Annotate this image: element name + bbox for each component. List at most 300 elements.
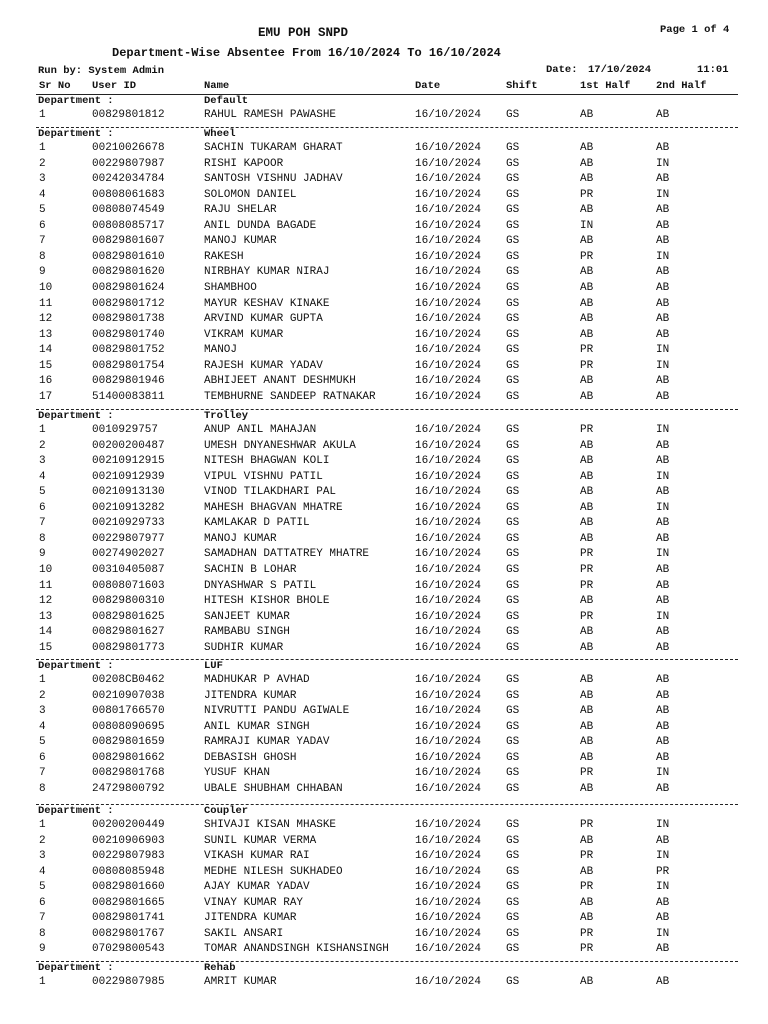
cell-shift: GS bbox=[506, 501, 520, 514]
cell-first-half: AB bbox=[580, 720, 594, 733]
col-header-date: Date bbox=[415, 80, 441, 92]
cell-shift: GS bbox=[506, 375, 520, 388]
cell-name: UBALE SHUBHAM CHHABAN bbox=[204, 782, 343, 795]
cell-name: SUNIL KUMAR VERMA bbox=[204, 834, 317, 847]
cell-name: MANOJ bbox=[204, 344, 238, 357]
cell-first-half: AB bbox=[580, 751, 594, 764]
department-label: Department : bbox=[38, 805, 114, 817]
cell-second-half: AB bbox=[656, 390, 670, 403]
cell-second-half: IN bbox=[656, 501, 670, 514]
cell-user-id: 00829801768 bbox=[92, 767, 165, 780]
cell-shift: GS bbox=[506, 486, 520, 499]
cell-date: 16/10/2024 bbox=[415, 881, 482, 894]
cell-second-half: AB bbox=[656, 266, 670, 279]
cell-shift: GS bbox=[506, 235, 520, 248]
cell-first-half: AB bbox=[580, 204, 594, 217]
cell-user-id: 00210906903 bbox=[92, 834, 165, 847]
cell-name: ANUP ANIL MAHAJAN bbox=[204, 424, 317, 436]
cell-date: 16/10/2024 bbox=[415, 439, 482, 452]
cell-name: SACHIN B LOHAR bbox=[204, 564, 297, 576]
cell-second-half: IN bbox=[656, 470, 670, 483]
cell-shift: GS bbox=[506, 579, 520, 592]
cell-sr-no: 5 bbox=[39, 881, 46, 894]
cell-first-half: AB bbox=[580, 834, 594, 847]
cell-second-half: AB bbox=[656, 375, 670, 388]
col-header-name: Name bbox=[204, 80, 230, 92]
cell-sr-no: 6 bbox=[39, 219, 46, 232]
cell-shift: GS bbox=[506, 896, 520, 909]
cell-second-half: IN bbox=[656, 548, 670, 561]
col-header-1st-half: 1st Half bbox=[580, 80, 631, 92]
cell-date: 16/10/2024 bbox=[415, 532, 482, 545]
section-divider bbox=[36, 409, 738, 410]
cell-date: 16/10/2024 bbox=[415, 674, 482, 686]
cell-name: TOMAR ANANDSINGH KISHANSINGH bbox=[204, 943, 389, 956]
cell-first-half: PR bbox=[580, 850, 594, 863]
cell-sr-no: 7 bbox=[39, 517, 46, 530]
department-name: Default bbox=[204, 95, 249, 107]
cell-second-half: IN bbox=[656, 927, 670, 940]
cell-name: ANIL KUMAR SINGH bbox=[204, 720, 310, 733]
section-divider bbox=[36, 659, 738, 660]
cell-name: VINOD TILAKDHARI PAL bbox=[204, 486, 337, 499]
cell-first-half: AB bbox=[580, 976, 594, 988]
cell-user-id: 00829801812 bbox=[92, 109, 165, 121]
cell-sr-no: 3 bbox=[39, 705, 46, 718]
cell-sr-no: 3 bbox=[39, 455, 46, 468]
cell-user-id: 0010929757 bbox=[92, 424, 159, 436]
section-divider bbox=[36, 127, 738, 128]
cell-date: 16/10/2024 bbox=[415, 297, 482, 310]
cell-sr-no: 8 bbox=[39, 927, 46, 940]
header-divider bbox=[36, 94, 738, 95]
cell-first-half: AB bbox=[580, 689, 594, 702]
department-label: Department : bbox=[38, 660, 114, 672]
cell-date: 16/10/2024 bbox=[415, 579, 482, 592]
cell-sr-no: 5 bbox=[39, 486, 46, 499]
cell-user-id: 00829801752 bbox=[92, 344, 165, 357]
cell-second-half: AB bbox=[656, 439, 670, 452]
cell-shift: GS bbox=[506, 282, 520, 294]
cell-shift: GS bbox=[506, 782, 520, 795]
cell-name: ARVIND KUMAR GUPTA bbox=[204, 313, 323, 326]
cell-sr-no: 7 bbox=[39, 767, 46, 780]
cell-name: SACHIN TUKARAM GHARAT bbox=[204, 142, 343, 154]
cell-sr-no: 4 bbox=[39, 188, 46, 201]
cell-first-half: AB bbox=[580, 297, 594, 310]
cell-second-half: AB bbox=[656, 219, 670, 232]
cell-date: 16/10/2024 bbox=[415, 976, 482, 988]
cell-sr-no: 9 bbox=[39, 266, 46, 279]
cell-shift: GS bbox=[506, 927, 520, 940]
cell-second-half: AB bbox=[656, 736, 670, 749]
cell-sr-no: 2 bbox=[39, 689, 46, 702]
cell-name: RAJU SHELAR bbox=[204, 204, 277, 217]
cell-user-id: 00829801607 bbox=[92, 235, 165, 248]
cell-user-id: 00829800310 bbox=[92, 595, 165, 607]
cell-first-half: AB bbox=[580, 486, 594, 499]
cell-user-id: 00829801625 bbox=[92, 610, 165, 623]
cell-user-id: 00829801659 bbox=[92, 736, 165, 749]
cell-shift: GS bbox=[506, 943, 520, 956]
cell-shift: GS bbox=[506, 736, 520, 749]
cell-second-half: AB bbox=[656, 674, 670, 686]
cell-user-id: 00829801627 bbox=[92, 626, 165, 639]
cell-second-half: IN bbox=[656, 767, 670, 780]
cell-second-half: AB bbox=[656, 564, 670, 576]
cell-date: 16/10/2024 bbox=[415, 705, 482, 718]
cell-date: 16/10/2024 bbox=[415, 548, 482, 561]
cell-shift: GS bbox=[506, 439, 520, 452]
cell-sr-no: 3 bbox=[39, 173, 46, 186]
cell-first-half: AB bbox=[580, 109, 594, 121]
cell-date: 16/10/2024 bbox=[415, 219, 482, 232]
cell-date: 16/10/2024 bbox=[415, 486, 482, 499]
cell-shift: GS bbox=[506, 912, 520, 925]
cell-name: ABHIJEET ANANT DESHMUKH bbox=[204, 375, 356, 388]
cell-first-half: PR bbox=[580, 579, 594, 592]
cell-sr-no: 4 bbox=[39, 470, 46, 483]
cell-first-half: AB bbox=[580, 501, 594, 514]
cell-sr-no: 1 bbox=[39, 424, 46, 436]
cell-first-half: AB bbox=[580, 782, 594, 795]
cell-second-half: AB bbox=[656, 455, 670, 468]
cell-date: 16/10/2024 bbox=[415, 767, 482, 780]
cell-shift: GS bbox=[506, 626, 520, 639]
cell-date: 16/10/2024 bbox=[415, 850, 482, 863]
cell-sr-no: 4 bbox=[39, 865, 46, 878]
cell-second-half: AB bbox=[656, 896, 670, 909]
cell-user-id: 00274902027 bbox=[92, 548, 165, 561]
cell-sr-no: 1 bbox=[39, 976, 46, 988]
cell-shift: GS bbox=[506, 674, 520, 686]
cell-date: 16/10/2024 bbox=[415, 641, 482, 654]
cell-date: 16/10/2024 bbox=[415, 819, 482, 831]
cell-date: 16/10/2024 bbox=[415, 424, 482, 436]
cell-second-half: AB bbox=[656, 282, 670, 294]
cell-name: SAMADHAN DATTATREY MHATRE bbox=[204, 548, 370, 561]
cell-sr-no: 6 bbox=[39, 751, 46, 764]
cell-date: 16/10/2024 bbox=[415, 751, 482, 764]
cell-name: JITENDRA KUMAR bbox=[204, 689, 297, 702]
cell-first-half: AB bbox=[580, 896, 594, 909]
cell-second-half: AB bbox=[656, 313, 670, 326]
cell-date: 16/10/2024 bbox=[415, 375, 482, 388]
cell-sr-no: 13 bbox=[39, 610, 53, 623]
cell-name: HITESH KISHOR BHOLE bbox=[204, 595, 330, 607]
cell-name: DEBASISH GHOSH bbox=[204, 751, 297, 764]
cell-first-half: PR bbox=[580, 767, 594, 780]
cell-first-half: AB bbox=[580, 439, 594, 452]
cell-name: RAMBABU SINGH bbox=[204, 626, 290, 639]
cell-first-half: AB bbox=[580, 157, 594, 170]
col-header-2nd-half: 2nd Half bbox=[656, 80, 707, 92]
cell-shift: GS bbox=[506, 548, 520, 561]
cell-name: RAHUL RAMESH PAWASHE bbox=[204, 109, 337, 121]
cell-shift: GS bbox=[506, 976, 520, 988]
cell-first-half: AB bbox=[580, 282, 594, 294]
cell-name: KAMLAKAR D PATIL bbox=[204, 517, 310, 530]
cell-second-half: AB bbox=[656, 976, 670, 988]
cell-shift: GS bbox=[506, 705, 520, 718]
cell-second-half: IN bbox=[656, 424, 670, 436]
cell-user-id: 00808071603 bbox=[92, 579, 165, 592]
cell-sr-no: 9 bbox=[39, 548, 46, 561]
cell-user-id: 00210913130 bbox=[92, 486, 165, 499]
cell-second-half: PR bbox=[656, 865, 670, 878]
cell-name: RAMRAJI KUMAR YADAV bbox=[204, 736, 330, 749]
section-divider bbox=[36, 961, 738, 962]
cell-sr-no: 11 bbox=[39, 579, 53, 592]
cell-user-id: 07029800543 bbox=[92, 943, 165, 956]
cell-date: 16/10/2024 bbox=[415, 328, 482, 341]
cell-name: JITENDRA KUMAR bbox=[204, 912, 297, 925]
cell-user-id: 00829801741 bbox=[92, 912, 165, 925]
cell-second-half: IN bbox=[656, 850, 670, 863]
cell-shift: GS bbox=[506, 517, 520, 530]
cell-shift: GS bbox=[506, 266, 520, 279]
cell-date: 16/10/2024 bbox=[415, 927, 482, 940]
department-name: Wheel bbox=[204, 128, 236, 140]
cell-name: RAJESH KUMAR YADAV bbox=[204, 359, 323, 372]
cell-sr-no: 12 bbox=[39, 313, 53, 326]
cell-shift: GS bbox=[506, 142, 520, 154]
cell-second-half: AB bbox=[656, 579, 670, 592]
section-divider bbox=[36, 804, 738, 805]
department-label: Department : bbox=[38, 95, 114, 107]
cell-date: 16/10/2024 bbox=[415, 896, 482, 909]
cell-first-half: AB bbox=[580, 470, 594, 483]
cell-first-half: AB bbox=[580, 865, 594, 878]
cell-second-half: AB bbox=[656, 532, 670, 545]
cell-user-id: 00808085717 bbox=[92, 219, 165, 232]
cell-user-id: 00210913282 bbox=[92, 501, 165, 514]
cell-first-half: AB bbox=[580, 736, 594, 749]
cell-user-id: 00829801767 bbox=[92, 927, 165, 940]
cell-shift: GS bbox=[506, 767, 520, 780]
cell-second-half: AB bbox=[656, 328, 670, 341]
col-header-user-id: User ID bbox=[92, 80, 137, 92]
cell-date: 16/10/2024 bbox=[415, 865, 482, 878]
cell-first-half: AB bbox=[580, 626, 594, 639]
cell-date: 16/10/2024 bbox=[415, 250, 482, 263]
cell-date: 16/10/2024 bbox=[415, 720, 482, 733]
cell-name: NIRBHAY KUMAR NIRAJ bbox=[204, 266, 330, 279]
cell-name: NITESH BHAGWAN KOLI bbox=[204, 455, 330, 468]
cell-user-id: 00208CB0462 bbox=[92, 674, 165, 686]
cell-sr-no: 4 bbox=[39, 720, 46, 733]
cell-shift: GS bbox=[506, 424, 520, 436]
cell-user-id: 00829801946 bbox=[92, 375, 165, 388]
cell-user-id: 00229807977 bbox=[92, 532, 165, 545]
cell-user-id: 00829801712 bbox=[92, 297, 165, 310]
report-time: 11:01 bbox=[697, 64, 729, 76]
cell-user-id: 24729800792 bbox=[92, 782, 165, 795]
cell-name: VIKRAM KUMAR bbox=[204, 328, 284, 341]
cell-user-id: 00801766570 bbox=[92, 705, 165, 718]
cell-date: 16/10/2024 bbox=[415, 912, 482, 925]
cell-sr-no: 7 bbox=[39, 235, 46, 248]
cell-first-half: AB bbox=[580, 142, 594, 154]
cell-first-half: PR bbox=[580, 881, 594, 894]
cell-second-half: IN bbox=[656, 819, 670, 831]
cell-sr-no: 11 bbox=[39, 297, 53, 310]
cell-first-half: PR bbox=[580, 344, 594, 357]
cell-user-id: 00808061683 bbox=[92, 188, 165, 201]
cell-shift: GS bbox=[506, 313, 520, 326]
cell-sr-no: 17 bbox=[39, 390, 53, 403]
cell-second-half: AB bbox=[656, 173, 670, 186]
cell-date: 16/10/2024 bbox=[415, 610, 482, 623]
cell-first-half: AB bbox=[580, 674, 594, 686]
cell-sr-no: 3 bbox=[39, 850, 46, 863]
cell-first-half: PR bbox=[580, 819, 594, 831]
cell-user-id: 00808074549 bbox=[92, 204, 165, 217]
cell-second-half: AB bbox=[656, 142, 670, 154]
cell-shift: GS bbox=[506, 595, 520, 607]
cell-second-half: IN bbox=[656, 188, 670, 201]
cell-first-half: AB bbox=[580, 375, 594, 388]
cell-date: 16/10/2024 bbox=[415, 626, 482, 639]
cell-first-half: AB bbox=[580, 455, 594, 468]
cell-sr-no: 12 bbox=[39, 595, 53, 607]
cell-sr-no: 8 bbox=[39, 782, 46, 795]
cell-name: MADHUKAR P AVHAD bbox=[204, 674, 310, 686]
cell-sr-no: 10 bbox=[39, 282, 53, 294]
cell-name: NIVRUTTI PANDU AGIWALE bbox=[204, 705, 350, 718]
report-date: 17/10/2024 bbox=[588, 64, 652, 76]
cell-name: RISHI KAPOOR bbox=[204, 157, 284, 170]
cell-date: 16/10/2024 bbox=[415, 173, 482, 186]
cell-first-half: PR bbox=[580, 424, 594, 436]
cell-sr-no: 10 bbox=[39, 564, 53, 576]
cell-name: MAYUR KESHAV KINAKE bbox=[204, 297, 330, 310]
cell-sr-no: 14 bbox=[39, 626, 53, 639]
cell-shift: GS bbox=[506, 455, 520, 468]
cell-second-half: AB bbox=[656, 912, 670, 925]
cell-second-half: IN bbox=[656, 157, 670, 170]
cell-date: 16/10/2024 bbox=[415, 501, 482, 514]
cell-shift: GS bbox=[506, 173, 520, 186]
cell-shift: GS bbox=[506, 819, 520, 831]
cell-user-id: 00200200487 bbox=[92, 439, 165, 452]
cell-user-id: 00829801754 bbox=[92, 359, 165, 372]
cell-user-id: 00229807985 bbox=[92, 976, 165, 988]
cell-shift: GS bbox=[506, 610, 520, 623]
cell-user-id: 00210026678 bbox=[92, 142, 165, 154]
cell-first-half: AB bbox=[580, 173, 594, 186]
cell-shift: GS bbox=[506, 344, 520, 357]
cell-date: 16/10/2024 bbox=[415, 109, 482, 121]
cell-first-half: PR bbox=[580, 548, 594, 561]
cell-date: 16/10/2024 bbox=[415, 943, 482, 956]
cell-date: 16/10/2024 bbox=[415, 834, 482, 847]
cell-first-half: PR bbox=[580, 359, 594, 372]
cell-name: UMESH DNYANESHWAR AKULA bbox=[204, 439, 356, 452]
cell-name: AMRIT KUMAR bbox=[204, 976, 277, 988]
cell-name: TEMBHURNE SANDEEP RATNAKAR bbox=[204, 390, 376, 403]
cell-name: SAKIL ANSARI bbox=[204, 927, 284, 940]
cell-second-half: AB bbox=[656, 834, 670, 847]
department-label: Department : bbox=[38, 962, 114, 974]
cell-first-half: PR bbox=[580, 927, 594, 940]
cell-first-half: PR bbox=[580, 250, 594, 263]
cell-name: YUSUF KHAN bbox=[204, 767, 271, 780]
department-name: Coupler bbox=[204, 805, 249, 817]
cell-shift: GS bbox=[506, 564, 520, 576]
cell-date: 16/10/2024 bbox=[415, 736, 482, 749]
cell-user-id: 00200200449 bbox=[92, 819, 165, 831]
cell-date: 16/10/2024 bbox=[415, 282, 482, 294]
cell-shift: GS bbox=[506, 390, 520, 403]
cell-second-half: AB bbox=[656, 782, 670, 795]
cell-date: 16/10/2024 bbox=[415, 455, 482, 468]
cell-name: SHAMBHOO bbox=[204, 282, 257, 294]
cell-shift: GS bbox=[506, 250, 520, 263]
cell-shift: GS bbox=[506, 865, 520, 878]
cell-sr-no: 6 bbox=[39, 501, 46, 514]
department-label: Department : bbox=[38, 128, 114, 140]
cell-shift: GS bbox=[506, 219, 520, 232]
cell-user-id: 00829801610 bbox=[92, 250, 165, 263]
cell-name: ANIL DUNDA BAGADE bbox=[204, 219, 317, 232]
cell-first-half: AB bbox=[580, 641, 594, 654]
report-title: EMU POH SNPD bbox=[258, 26, 349, 40]
cell-first-half: AB bbox=[580, 532, 594, 545]
cell-second-half: AB bbox=[656, 720, 670, 733]
cell-date: 16/10/2024 bbox=[415, 564, 482, 576]
cell-first-half: AB bbox=[580, 517, 594, 530]
cell-first-half: PR bbox=[580, 610, 594, 623]
cell-date: 16/10/2024 bbox=[415, 782, 482, 795]
cell-sr-no: 15 bbox=[39, 641, 53, 654]
cell-sr-no: 15 bbox=[39, 359, 53, 372]
cell-user-id: 00829801662 bbox=[92, 751, 165, 764]
cell-second-half: IN bbox=[656, 610, 670, 623]
cell-sr-no: 1 bbox=[39, 142, 46, 154]
cell-second-half: IN bbox=[656, 359, 670, 372]
cell-sr-no: 14 bbox=[39, 344, 53, 357]
department-label: Department : bbox=[38, 410, 114, 422]
cell-shift: GS bbox=[506, 297, 520, 310]
cell-name: SANJEET KUMAR bbox=[204, 610, 290, 623]
cell-sr-no: 2 bbox=[39, 157, 46, 170]
cell-name: VIKASH KUMAR RAI bbox=[204, 850, 310, 863]
cell-second-half: IN bbox=[656, 881, 670, 894]
cell-name: DNYASHWAR S PATIL bbox=[204, 579, 317, 592]
cell-user-id: 00210912939 bbox=[92, 470, 165, 483]
cell-date: 16/10/2024 bbox=[415, 204, 482, 217]
cell-user-id: 00210912915 bbox=[92, 455, 165, 468]
department-name: Rehab bbox=[204, 962, 236, 974]
cell-name: VINAY KUMAR RAY bbox=[204, 896, 304, 909]
cell-second-half: AB bbox=[656, 297, 670, 310]
cell-first-half: AB bbox=[580, 313, 594, 326]
cell-shift: GS bbox=[506, 328, 520, 341]
cell-first-half: IN bbox=[580, 219, 594, 232]
cell-second-half: AB bbox=[656, 235, 670, 248]
cell-date: 16/10/2024 bbox=[415, 359, 482, 372]
cell-shift: GS bbox=[506, 470, 520, 483]
cell-user-id: 00829801738 bbox=[92, 313, 165, 326]
cell-sr-no: 1 bbox=[39, 819, 46, 831]
cell-date: 16/10/2024 bbox=[415, 344, 482, 357]
cell-user-id: 00210929733 bbox=[92, 517, 165, 530]
cell-second-half: AB bbox=[656, 943, 670, 956]
cell-sr-no: 13 bbox=[39, 328, 53, 341]
cell-date: 16/10/2024 bbox=[415, 235, 482, 248]
cell-first-half: AB bbox=[580, 328, 594, 341]
